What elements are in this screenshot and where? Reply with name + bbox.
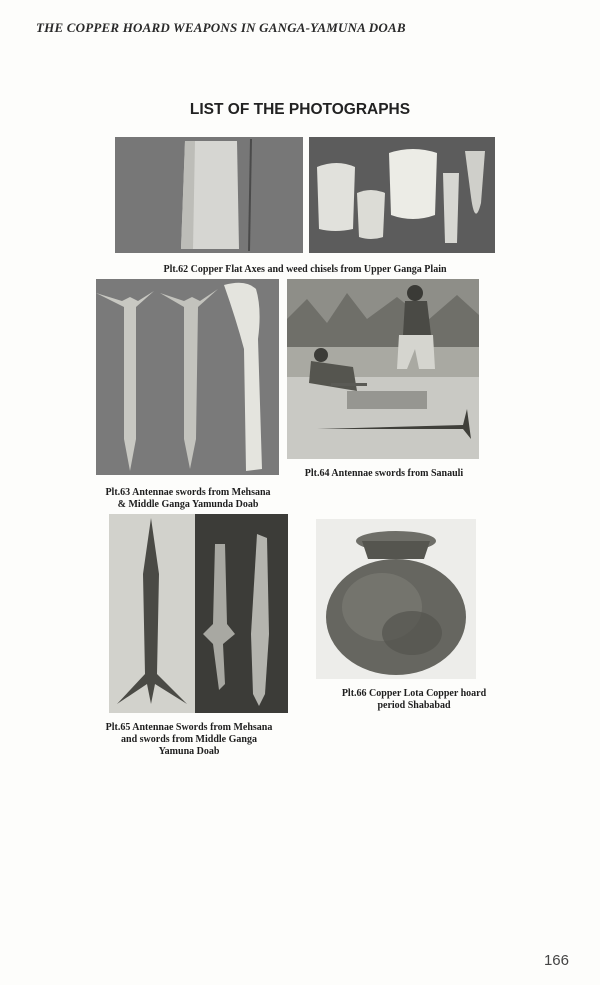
page-title: LIST OF THE PHOTOGRAPHS — [189, 101, 411, 118]
plate-65-antennae-sword-photo — [109, 514, 195, 713]
plate-65-swords-photo — [195, 514, 288, 713]
plate-66-caption-line-2: period Shababad — [377, 700, 451, 711]
plate-66-caption-line-1: Plt.66 Copper Lota Copper hoard — [341, 688, 487, 699]
plate-62-flat-axe-photo — [115, 137, 303, 253]
plate-63-caption-line-1: Plt.63 Antennae swords from Mehsana — [105, 487, 271, 498]
page-number: 166 — [543, 952, 569, 969]
plate-65-caption-line-1: Plt.65 Antennae Swords from Mehsana — [105, 722, 273, 733]
plate-66-copper-lota-photo — [316, 519, 476, 679]
plate-63-antennae-swords-photo — [96, 279, 279, 475]
plate-66-caption — [322, 688, 506, 712]
running-header: THE COPPER HOARD WEAPONS IN GANGA-YAMUNA DOAB — [36, 20, 406, 35]
plate-62-chisels-photo — [309, 137, 495, 253]
plate-62-caption: Plt.62 Copper Flat Axes and weed chisels from Upper Ganga Plain — [163, 264, 447, 275]
plate-63-caption — [80, 487, 296, 511]
plate-65-caption-line-2: and swords from Middle Ganga — [121, 734, 257, 745]
plate-64-sanauli-excavation-photo — [287, 279, 479, 459]
plate-65-caption — [86, 722, 292, 758]
plate-64-caption: Plt.64 Antennae swords from Sanauli — [304, 468, 464, 479]
plate-65-caption-line-3: Yamuna Doab — [158, 746, 220, 757]
plate-63-caption-line-2: & Middle Ganga Yamunda Doab — [117, 499, 259, 510]
